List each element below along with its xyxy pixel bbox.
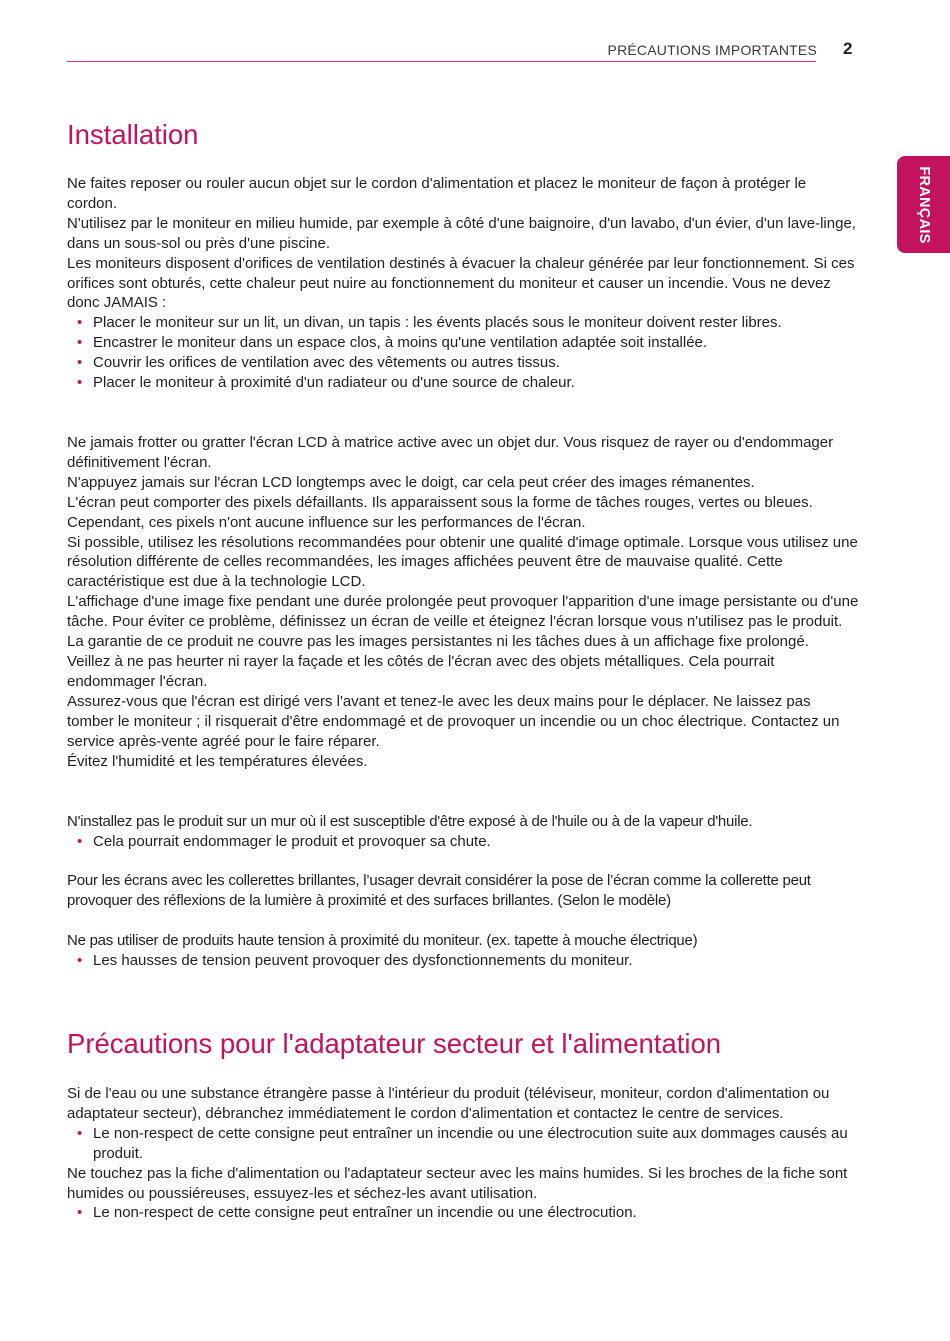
- installation-block-oil-vapour: [67, 812, 859, 852]
- paragraph: Ne pas utiliser de produits haute tension à proximité du moniteur. (ex. tapette à mouche électrique): [67, 932, 698, 949]
- paragraph: N'appuyez jamais sur l'écran LCD longtemps avec le doigt, car cela peut créer des images rémanentes.: [67, 473, 755, 491]
- section-title-adapter: Précautions pour l'adaptateur secteur et l'alimentation: [67, 1028, 722, 1059]
- bullet-list: [67, 832, 859, 852]
- bullet-list: [67, 313, 859, 393]
- header-divider: [67, 61, 816, 62]
- page-number: 2: [843, 39, 853, 58]
- list-item: • Le non-respect de cette consigne peut entraîner un incendie ou une électrocution suite aux dommages causés au produit.: [67, 1124, 859, 1164]
- paragraph: Les moniteurs disposent d'orifices de ventilation destinés à évacuer la chaleur générée par leur fonctionnement. Si ces orifices sont obturés, cette chaleur peut nuire au fonctionnement du moniteur et causer un incendie. Vous ne devez donc JAMAIS :: [67, 254, 855, 312]
- paragraph: Évitez l'humidité et les températures élevées.: [67, 752, 368, 770]
- list-item: • Cela pourrait endommager le produit et provoquer sa chute.: [67, 832, 859, 852]
- adapter-block: [67, 1084, 859, 1223]
- paragraph: N'installez pas le produit sur un mur où il est susceptible d'être exposé à de l'huile ou à de la vapeur d'huile.: [67, 813, 753, 830]
- paragraph: Ne touchez pas la fiche d'alimentation ou l'adaptateur secteur avec les mains humides. Si les broches de la fiche sont humides ou poussiéreuses, essuyez-les et séchez-les avant utilisation.: [67, 1164, 848, 1202]
- bullet-list: [67, 951, 859, 971]
- language-tab-label: FRANÇAIS: [915, 165, 932, 244]
- language-tab: [897, 156, 950, 253]
- running-header: PRÉCAUTIONS IMPORTANTES: [607, 42, 817, 58]
- paragraph: L'écran peut comporter des pixels défaillants. Ils apparaissent sous la forme de tâches rouges, vertes ou bleues. Cependant, ces pixels n'ont aucune influence sur les performances de l'écran.: [67, 493, 813, 531]
- section-title-installation: Installation: [67, 119, 199, 150]
- installation-block-screen-care: [67, 433, 859, 771]
- list-item: • Placer le moniteur sur un lit, un divan, un tapis : les évents placés sous le moniteur doivent rester libres.: [67, 313, 859, 333]
- paragraph: Ne jamais frotter ou gratter l'écran LCD à matrice active avec un objet dur. Vous risquez de rayer ou d'endommager définitivement l'écran.: [67, 434, 834, 471]
- paragraph: Pour les écrans avec les collerettes brillantes, l’usager devrait considérer la pose de l’écran comme la collerette peut provoquer des réflexions de la lumière à proximité et des surfaces brillantes. (Selon le modèle): [67, 872, 811, 909]
- installation-block-high-voltage: [67, 931, 859, 971]
- paragraph: Ne faites reposer ou rouler aucun objet sur le cordon d'alimentation et placez le moniteur de façon à protéger le cordon.: [67, 175, 807, 212]
- paragraph: Si possible, utilisez les résolutions recommandées pour obtenir une qualité d'image optimale. Lorsque vous utilisez une résolution différente de celles recommandées, les images affichées peuvent être de mauvaise qualité. Cette caractéristique est due à la technologie LCD.: [67, 533, 858, 591]
- list-item: • Le non-respect de cette consigne peut entraîner un incendie ou une électrocution.: [67, 1203, 859, 1223]
- paragraph: N'utilisez par le moniteur en milieu humide, par exemple à côté d'une baignoire, d'un lavabo, d'un évier, d'un lave-linge, dans un sous-sol ou près d'une piscine.: [67, 214, 856, 252]
- bullet-list: [67, 1203, 859, 1223]
- installation-block-power-ventilation: [67, 174, 859, 393]
- paragraph: Assurez-vous que l'écran est dirigé vers l'avant et tenez-le avec les deux mains pour le déplacer. Ne laissez pas tomber le moniteur ; il risquerait d'être endommagé et de provoquer un incendie ou un choc électrique. Contactez un service après-vente agréé pour le faire réparer.: [67, 692, 840, 750]
- paragraph: Si de l'eau ou une substance étrangère passe à l'intérieur du produit (téléviseur, moniteur, cordon d'alimentation ou adaptateur secteur), débranchez immédiatement le cordon d'alimentation et contactez le centre de services.: [67, 1085, 830, 1122]
- bullet-list: [67, 1124, 859, 1164]
- list-item: • Les hausses de tension peuvent provoquer des dysfonctionnements du moniteur.: [67, 951, 859, 971]
- paragraph: L'affichage d'une image fixe pendant une durée prolongée peut provoquer l'apparition d'une image persistante ou d'une tâche. Pour éviter ce problème, définissez un écran de veille et éteignez l'écran lorsque vous n'utilisez pas le produit. La garantie de ce produit ne couvre pas les images persistantes ni les tâches dues à un affichage fixe prolongé.: [67, 593, 859, 651]
- list-item: • Couvrir les orifices de ventilation avec des vêtements ou autres tissus.: [67, 353, 859, 373]
- installation-block-glossy-bezel: [67, 871, 859, 911]
- paragraph: Veillez à ne pas heurter ni rayer la façade et les côtés de l'écran avec des objets métalliques. Cela pourrait endommager l'écran.: [67, 652, 775, 690]
- list-item: • Placer le moniteur à proximité d'un radiateur ou d'une source de chaleur.: [67, 373, 859, 393]
- list-item: • Encastrer le moniteur dans un espace clos, à moins qu'une ventilation adaptée soit installée.: [67, 333, 859, 353]
